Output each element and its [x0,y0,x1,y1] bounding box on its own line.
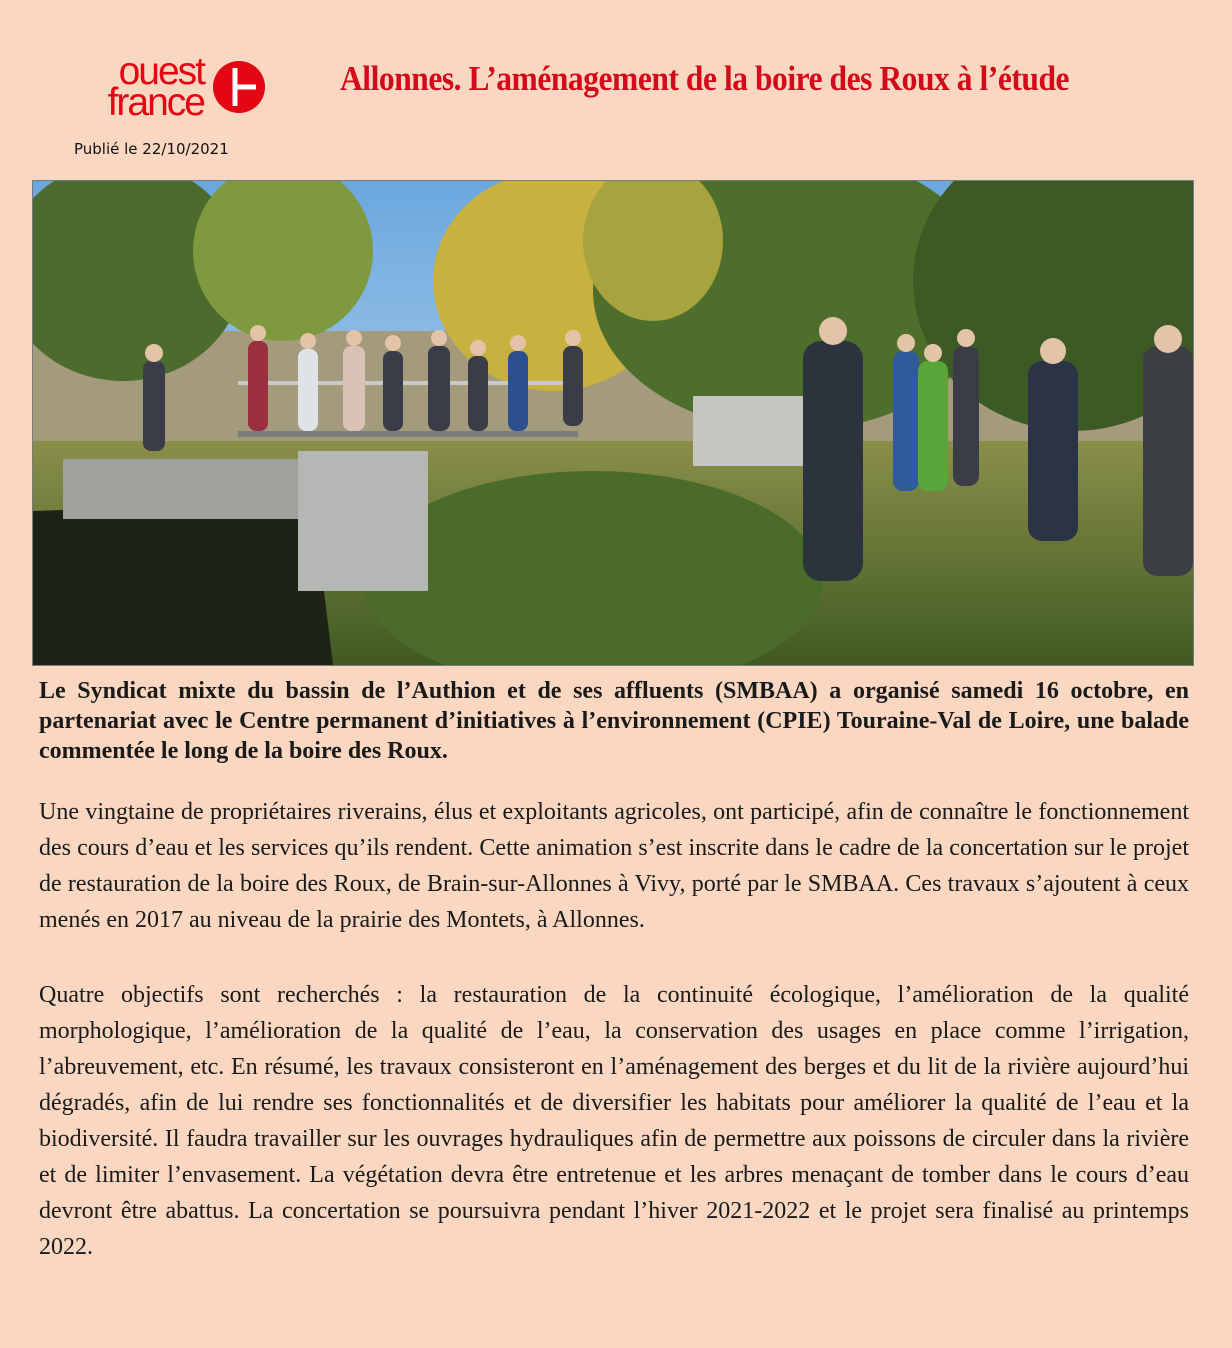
ouest-france-logo [70,50,270,126]
publication-date: Publié le 22/10/2021 [74,140,229,158]
article-paragraph-1: Une vingtaine de propriétaires riverains, élus et exploitants agricoles, ont participé, afin de connaître le fonctionnement des cours d’eau et les services qu’ils rendent. Cette animation s’est inscrite dans le cadre de la concertation sur le projet de restauration de la boire des Roux, de Brain-sur-Allonnes à Vivy, porté par le SMBAA. Ces travaux s’ajoutent à ceux menés en 2017 au niveau de la prairie des Montets, à Allonnes. [39,799,1189,933]
article-paragraph-2: Quatre objectifs sont recherchés : la restauration de la continuité écologique, l’amélioration de la qualité morphologique, l’amélioration de la qualité de l’eau, la conservation des usages en place comme l’irrigation, l’abreuvement, etc. En résumé, les travaux consisteront en l’aménagement des berges et du lit de la rivière aujourd’hui dégradés, afin de lui rendre ses fonctionnalités et de diversifier les habitats pour améliorer la qualité de l’eau et la biodiversité. Il faudra travailler sur les ouvrages hydrauliques afin de permettre aux poissons de circuler dans la rivière et de limiter l’envasement. La végétation devra être entretenue et les arbres menaçant de tomber dans le cours d’eau devront être abattus. La concertation se poursuivra pendant l’hiver 2021-2022 et le projet sera finalisé au printemps 2022. [39,982,1189,1260]
article-lede: Le Syndicat mixte du bassin de l’Authion et de ses affluents (SMBAA) a organisé samedi 16 octobre, en partenariat avec le Centre permanent d’initiatives à l’environnement (CPIE) Touraine-Val de Loire, une balade commentée le long de la boire des Roux. [39,678,1189,764]
photo-illustration [33,181,1193,665]
logo-wordmark: ouest france [107,50,204,124]
ouest-france-logo-mark-icon [212,60,266,114]
article-photo [32,180,1194,666]
article-headline: Allonnes. L’aménagement de la boire des Roux à l’étude [340,59,1070,98]
